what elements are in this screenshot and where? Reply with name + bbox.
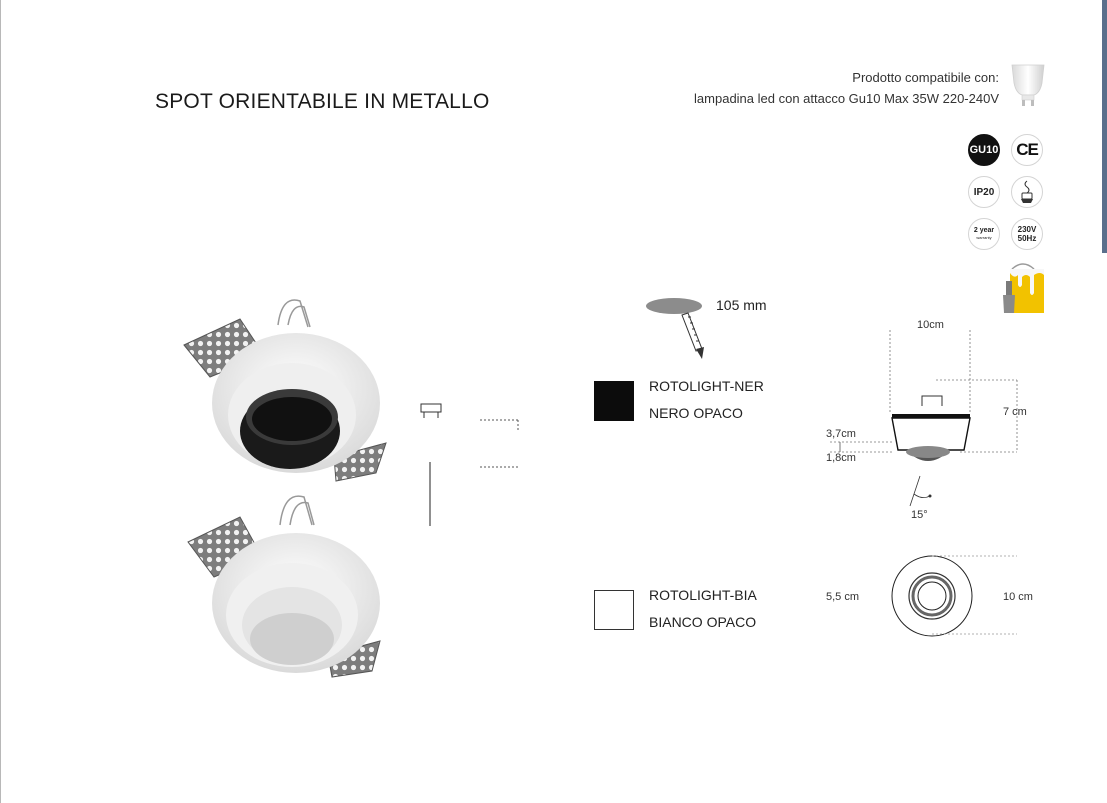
variant-finish: BIANCO OPACO [649, 614, 757, 630]
dim-inner-diameter: 5,5 cm [826, 591, 860, 603]
warranty-label: 2 year [973, 227, 995, 234]
gu10-badge-label: GU10 [969, 144, 999, 156]
product-renders [160, 285, 400, 685]
ip-rating-label: IP20 [973, 186, 995, 198]
side-profile-icons [410, 398, 530, 530]
ce-badge [1011, 134, 1043, 166]
warranty-badge [968, 218, 1000, 250]
variant-code: ROTOLIGHT-BIA [649, 587, 757, 603]
compatibility-line-1: Prodotto compatibile con: [852, 70, 999, 85]
ip-rating-badge [968, 176, 1000, 208]
color-swatch-white [594, 590, 634, 630]
color-swatch-black [594, 381, 634, 421]
dim-tilt-angle: 15° [911, 509, 928, 521]
warranty-sub-label: warranty [976, 235, 992, 240]
compatibility-note [694, 67, 999, 109]
product-black-render [184, 300, 386, 481]
dim-height-total: 7 cm [1003, 406, 1027, 418]
dim-width-top: 10cm [917, 319, 944, 331]
right-accent-bar [1102, 0, 1107, 253]
dim-height-body: 3,7cm [826, 428, 856, 440]
recessed-fitting-icon [1017, 180, 1037, 204]
left-page-rule [0, 0, 1, 803]
gu10-badge [968, 134, 1000, 166]
variant-finish: NERO OPACO [649, 405, 743, 421]
ceiling-cutout-icon [644, 293, 724, 363]
dim-outer-diameter: 10 cm [1003, 591, 1033, 603]
voltage-label: 230V [1017, 225, 1037, 234]
cutout-diameter-label: 105 mm [716, 297, 767, 313]
paintable-icon [1000, 263, 1046, 315]
gu10-bulb-icon [1008, 63, 1048, 107]
variant-white [649, 582, 757, 636]
page-title: SPOT ORIENTABILE IN METALLO [155, 90, 490, 113]
product-white-render [188, 496, 380, 677]
ce-mark-icon: CE [1016, 140, 1038, 159]
compatibility-line-2: lampadina led con attacco Gu10 Max 35W 220-240V [694, 91, 999, 106]
frequency-label: 50Hz [1017, 234, 1037, 243]
variant-black [649, 373, 764, 427]
dim-height-lamp: 1,8cm [826, 452, 856, 464]
fitting-badge [1011, 176, 1043, 208]
voltage-badge [1011, 218, 1043, 250]
variant-code: ROTOLIGHT-NER [649, 378, 764, 394]
